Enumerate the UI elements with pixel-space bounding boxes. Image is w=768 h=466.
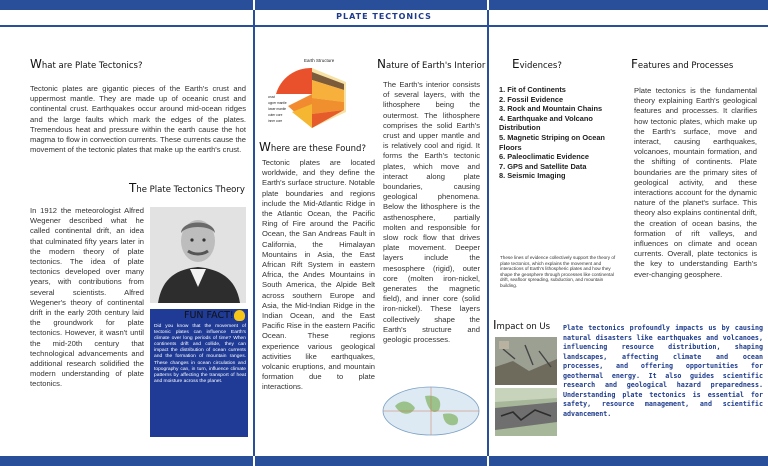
- earthquake-image: [495, 337, 557, 385]
- diagram-label: upper mantle: [268, 101, 287, 105]
- impact-body: Plate tectonics profoundly impacts us by causing natural disasters like earthquakes and volcanoes, influencing resource distribution, shaping landscapes, affecting climate and ocean processes, and offering opportunities for geothermal energy. It also guides scientific research and geological hazard preparedness. Understanding plate tectonics is essential for safety, resource management, and scientific advancement.: [563, 324, 763, 418]
- bottom-bar: [0, 456, 768, 466]
- diagram-label: crust: [268, 95, 275, 99]
- diagram-label: inner core: [268, 119, 283, 123]
- cracked-road-image: [495, 388, 557, 436]
- theory-heading: The Plate Tectonics Theory: [129, 181, 245, 195]
- evidence-list: [499, 85, 611, 181]
- globe-image: [381, 386, 481, 436]
- diagram-title: Earth Structure: [304, 58, 335, 63]
- earth-structure-diagram: [266, 54, 374, 134]
- diagram-label: lower mantle: [268, 107, 287, 111]
- diagram-label: outer core: [268, 113, 283, 117]
- evidence-note: These lines of evidence collectively support the theory of plate tectonics, which explains the movement and interactions of Earth's lithospheric plates and how they shape the geosphere through processes like continental drift, seafloor spreading, subduction, and mountain building.: [500, 255, 616, 288]
- list-item: 3. Rock and Mountain Chains: [499, 104, 603, 114]
- list-item: 8. Seismic Imaging: [499, 171, 566, 181]
- lightbulb-icon: [234, 310, 245, 321]
- fun-fact-heading: FUN FACT!: [184, 310, 234, 321]
- column-divider: [253, 10, 255, 456]
- nature-heading: Nature of Earth's Interior: [377, 57, 486, 71]
- what-heading: What are Plate Tectonics?: [30, 57, 143, 71]
- wegener-portrait: [150, 207, 246, 303]
- features-body: Plate tectonics is the fundamental theory explaining Earth's geological features and processes. It clarifies how tectonic plates, which make up the Earth's surface, move and interact, causing earthquakes, volcanoes, mountain formation, and the shifting of continents. Plate boundaries are the primary sites of geological activity, and these interactions account for the dynamic nature of the planet's surface. This theory also explains continental drift, the creation of ocean basins, the formation of rift valleys, and influences on climate and ocean currents. Overall, plate tectonics is the key to understanding Earth's ever-changing geosphere.: [634, 86, 757, 279]
- list-item: 2. Fossil Evidence: [499, 94, 564, 104]
- list-item: 7. GPS and Satellite Data: [499, 161, 587, 171]
- top-bar: [0, 0, 768, 10]
- nature-body: The Earth's interior consists of several layers, with the lithosphere being the outermost. The lithosphere comprises the solid Earth's crust and upper mantle and is relatively cool and rigid. It forms the Earth's tectonic plates, which move and interact along plate boundaries, causing geological phenomena. Below the lithosphere is the asthenosphere, partially molten and responsible for slow rock flow that drives plate movement. Deeper layers include the mesosphere (rigid), outer core (molten iron-nickel, generates the magnetic field), and inner core (solid iron-nickel). These layers collectively shape the Earth's structure and geologic processes.: [383, 80, 480, 345]
- column-divider: [487, 10, 489, 456]
- evidences-heading: Evidences?: [512, 57, 562, 71]
- where-heading: Where are these Found?: [259, 140, 366, 154]
- where-body: Tectonic plates are located worldwide, and they define the Earth's surface structure. Notable plate boundaries and regions include the Mid-Atlantic Ridge in the Atlantic Ocean, the Pacific Ring of Fire around the Pacific Ocean, the San Andreas Fault in California, the Himalayan Mountains in Asia, the East African Rift System in eastern Africa, the Andes Mountains in South America, the Alpide Belt across southern Europe and Asia, the Mid-Indian Ridge in the Indian Ocean, and the East Pacific Rise in the eastern Pacific Ocean. These regions experience various geological activities like earthquakes, volcanic eruptions, and mountain formation due to plate interactions.: [262, 158, 375, 392]
- page-title: PLATE TECTONICS: [336, 12, 432, 21]
- list-item: 4. Earthquake and Volcano Distribution: [499, 113, 593, 133]
- impact-heading: Impact on Us: [493, 318, 551, 332]
- fun-fact-box: [150, 309, 248, 437]
- fun-fact-body: Did you know that the movement of tectonic plates can influence Earth's climate over long periods of time? When continents drift and collide, they can impact the distribution of ocean currents and the formation of mountain ranges. These changes in ocean circulation and topography can, in turn, influence climate patterns by affecting the transport of heat and moisture across the planet.: [154, 324, 246, 384]
- features-heading: Features and Processes: [631, 57, 734, 71]
- list-item: 5. Magnetic Striping on Ocean Floors: [499, 132, 605, 152]
- list-item: 1. Fit of Continents: [499, 85, 566, 94]
- what-body: Tectonic plates are gigantic pieces of the Earth's crust and uppermost mantle. They are made up of oceanic crust and continental crust. Earthquakes occur around mid-ocean ridges and the large faults which mark the edges of the plates. Tremendous heat and pressure within the earth cause the hot magma to flow in convection currents. These currents cause the movement of the tectonic plates that make up the earth's crust.: [30, 84, 246, 155]
- list-item: 6. Paleoclimatic Evidence: [499, 152, 589, 162]
- theory-body: In 1912 the meteorologist Alfred Wegener described what he called continental drift, an idea that culminated fifty years later in the modern theory of plate tectonics. The idea of plate tectonics developed over many years, with contributions from several scientists. Alfred Wegener's theory of continental drift in the early 20th century laid the groundwork for plate tectonics. However, it wasn't until the mid-20th century that technological advancements and additional research solidified the modern understanding of plate tectonics.: [30, 206, 144, 389]
